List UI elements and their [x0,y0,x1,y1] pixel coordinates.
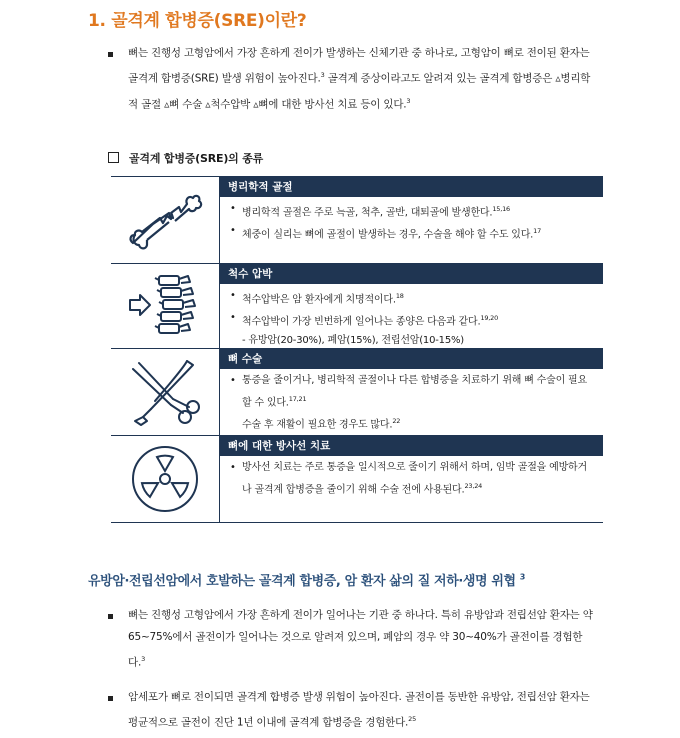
paragraph-text: 뼈는 진행성 고형암에서 가장 흔하게 전이가 일어나는 기관 중 하나다. 특히 유방암과 전립선암 환자는 약 65~75%에서 골전이가 일어나는 것으로 알려져 있으며, 폐암의 경우 약 30~40%가 골전이를 경험한다. [128,609,593,669]
bullet-dot: • [230,290,236,301]
row-header: 병리학적 골절 [220,177,603,197]
reference-number: 22 [392,417,401,426]
intro-text-continued: 골격계 증상이라고도 알려져 있는 골격계 합병증은 ▵병리학적 골절 ▵뼈 수술 ▵척수압박 ▵뼈에 대한 방사선 치료 등이 있다. [128,72,591,110]
item-text: 병리학적 골절은 주로 늑골, 척추, 골반, 대퇴골에 발생한다. [242,207,493,219]
intro-paragraph [128,42,598,115]
content-cell [220,436,603,522]
reference-number: 19,20 [480,314,499,323]
section-title: 1. 골격계 합병증(SRE)이란? [88,11,307,31]
checkbox-square-icon [108,152,119,163]
sre-types-table [111,176,603,523]
bullet-dot: • [230,312,236,324]
list-item [228,372,595,412]
reference-number: 25 [408,715,417,723]
content-cell [220,349,603,435]
sub-list-item [228,332,595,350]
body-paragraph [128,604,598,674]
reference-number: 17 [533,227,542,236]
section-title [88,570,525,589]
reference-number: 3 [519,572,525,582]
paragraph-text: 암세포가 뼈로 전이되면 골격계 합병증 발생 위험이 높아진다. 골전이를 동반한 유방암, 전립선암 환자는 평균적으로 골전이 진단 1년 이내에 골격계 합병증을 경험한다. [128,691,590,729]
bullet-dot: • [230,462,236,473]
item-list [220,456,603,501]
list-item [228,200,595,222]
item-list [220,284,603,352]
icon-cell [111,264,220,348]
item-text: 척수압박은 암 환자에게 치명적이다. [242,294,396,306]
bullet-marker [108,614,113,619]
icon-cell [111,177,220,263]
list-item [228,287,595,309]
subitem-text: - 유방암(20-30%), 폐암(15%), 전립선암(10-15%) [242,334,464,346]
bone-fracture-icon [127,185,203,255]
section-title-text: 유방암·전립선암에서 호발하는 골격계 합병증, 암 환자 삶의 질 저하·생명 위협 [88,574,516,589]
reference-number: 3 [406,96,411,105]
list-item [228,309,595,331]
item-text: 통증을 줄이거나, 병리학적 골절이나 다른 합병증을 치료하기 위해 뼈 수술이 필요할 수 있다. [242,375,587,409]
reference-number: 3 [320,71,325,79]
reference-number: 17,21 [288,395,307,403]
item-list [220,369,603,437]
table-heading-text: 골격계 합병증(SRE)의 종류 [129,152,264,165]
row-header: 척수 압박 [220,264,603,284]
content-cell [220,264,603,348]
item-text: 척수압박이 가장 빈번하게 일어나는 종양은 다음과 같다. [242,316,481,328]
table-heading [108,150,263,166]
table-row [111,436,603,523]
bullet-dot: • [230,203,236,214]
bullet-dot: • [230,225,236,237]
spine-compression-icon [126,270,204,342]
reference-number: 18 [395,292,404,300]
subitem-text: 수술 후 재활이 필요한 경우도 많다. [242,419,393,431]
reference-number: 3 [141,655,146,663]
reference-number: 15,16 [492,205,510,213]
icon-cell [111,349,220,435]
bullet-marker [108,52,113,57]
item-text: 방사선 치료는 주로 통증을 일시적으로 줄이기 위해서 하며, 임박 골절을 예방하거나 골격계 합병증을 줄이기 위해 수술 전에 사용된다. [242,462,587,496]
sub-list-item [228,412,595,434]
table-row [111,177,603,264]
list-item [228,459,595,499]
bullet-marker [108,696,113,701]
reference-number: 23,24 [464,482,483,490]
row-header: 뼈 수술 [220,349,603,369]
table-row [111,264,603,349]
surgical-tools-icon [125,355,205,429]
list-item [228,222,595,244]
bullet-dot: • [230,375,236,386]
row-header: 뼈에 대한 방사선 치료 [220,436,603,456]
item-list [220,197,603,247]
body-paragraph [128,686,598,734]
intro-text: 뼈는 진행성 고형암에서 가장 흔하게 전이가 발생하는 신체기관 중 하나로, 고형암이 뼈로 전이된 환자는 골격계 합병증(SRE) 발생 위험이 높아진다. [128,47,590,85]
radiation-icon [129,443,201,515]
icon-cell [111,436,220,522]
content-cell [220,177,603,263]
item-text: 체중이 실리는 뼈에 골절이 발생하는 경우, 수술을 해야 할 수도 있다. [242,229,534,241]
table-row [111,349,603,436]
